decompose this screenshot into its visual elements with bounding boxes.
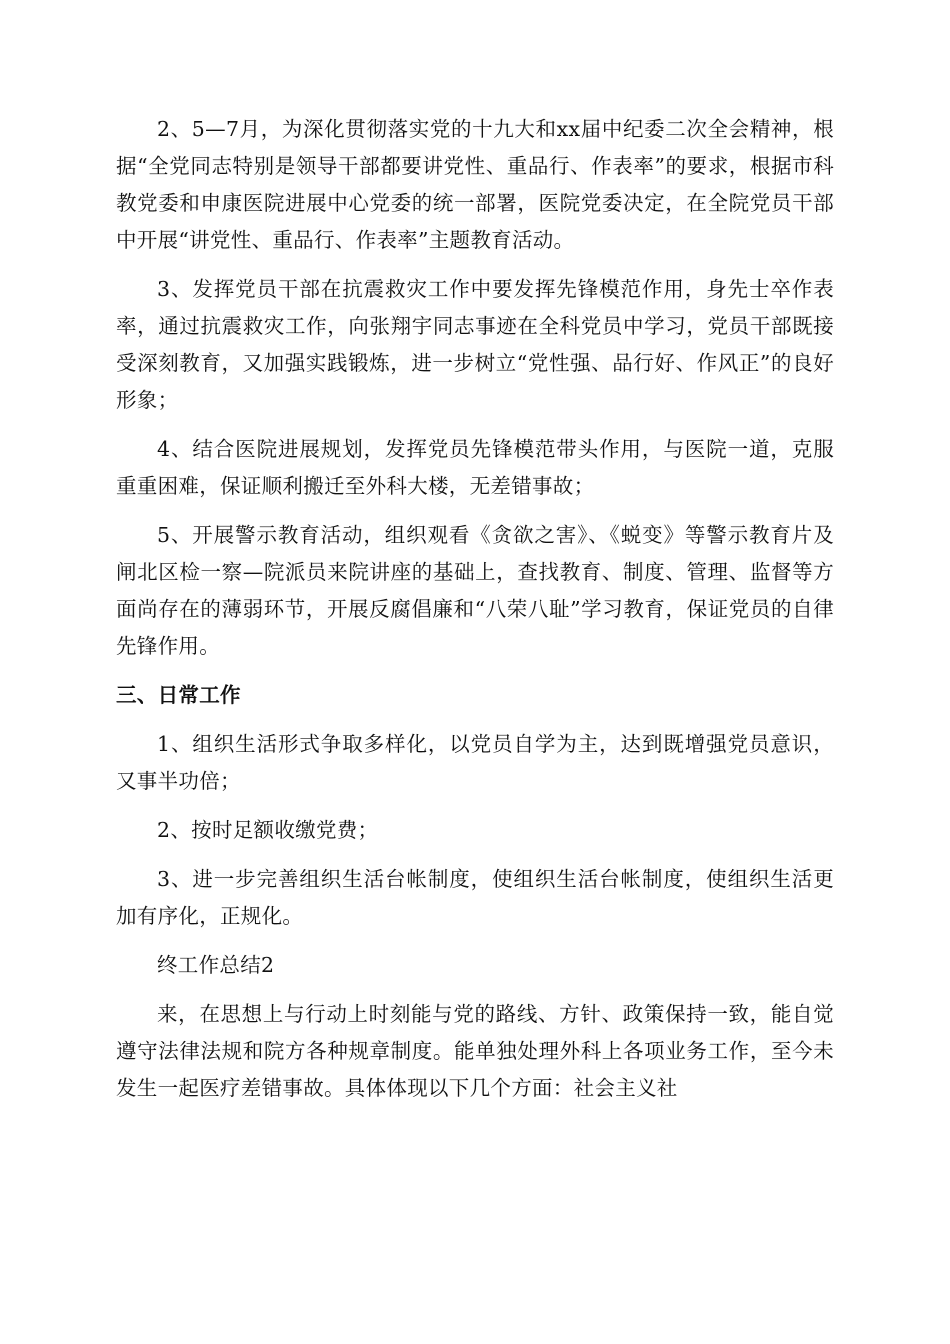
paragraph-item-4: 4、结合医院进展规划，发挥党员先锋模范带头作用，与医院一道，克服重重困难，保证顺利搬迁至外科大楼，无差错事故； <box>116 437 834 498</box>
paragraph-item-3: 3、发挥党员干部在抗震救灾工作中要发挥先锋模范作用，身先士卒作表率，通过抗震救灾工作，向张翔宇同志事迹在全科党员中学习，党员干部既接受深刻教育，又加强实践锻炼，进一步树立“党性强、品行好、作风正”的良好形象； <box>116 277 834 412</box>
daily-work-item-3: 3、进一步完善组织生活台帐制度，使组织生活台帐制度，使组织生活更加有序化，正规化。 <box>116 867 834 928</box>
section-heading: 三、日常工作 <box>116 683 241 707</box>
daily-work-item-2: 2、按时足额收缴党费； <box>157 818 379 842</box>
daily-work-item-1: 1、组织生活形式争取多样化，以党员自学为主，达到既增强党员意识，又事半功倍； <box>116 732 834 793</box>
summary-paragraph: 来，在思想上与行动上时刻能与党的路线、方针、政策保持一致，能自觉遵守法律法规和院方各种规章制度。能单独处理外科上各项业务工作，至今未发生一起医疗差错事故。具体体现以下几个方面：社会主义社 <box>116 1002 834 1100</box>
paragraph-item-5: 5、开展警示教育活动，组织观看《贪欲之害》、《蜕变》等警示教育片及闸北区检一察—院派员来院讲座的基础上，查找教育、制度、管理、监督等方面尚存在的薄弱环节，开展反腐倡廉和“八荣八耻”学习教育，保证党员的自律先锋作用。 <box>116 523 834 658</box>
document-body <box>116 111 834 1119</box>
summary-subtitle: 终工作总结2 <box>157 953 275 977</box>
paragraph-item-2: 2、5—7月，为深化贯彻落实党的十九大和xx届中纪委二次全会精神，根据“全党同志特别是领导干部都要讲党性、重品行、作表率”的要求，根据市科教党委和申康医院进展中心党委的统一部署，医院党委决定，在全院党员干部中开展“讲党性、重品行、作表率”主题教育活动。 <box>116 117 834 252</box>
